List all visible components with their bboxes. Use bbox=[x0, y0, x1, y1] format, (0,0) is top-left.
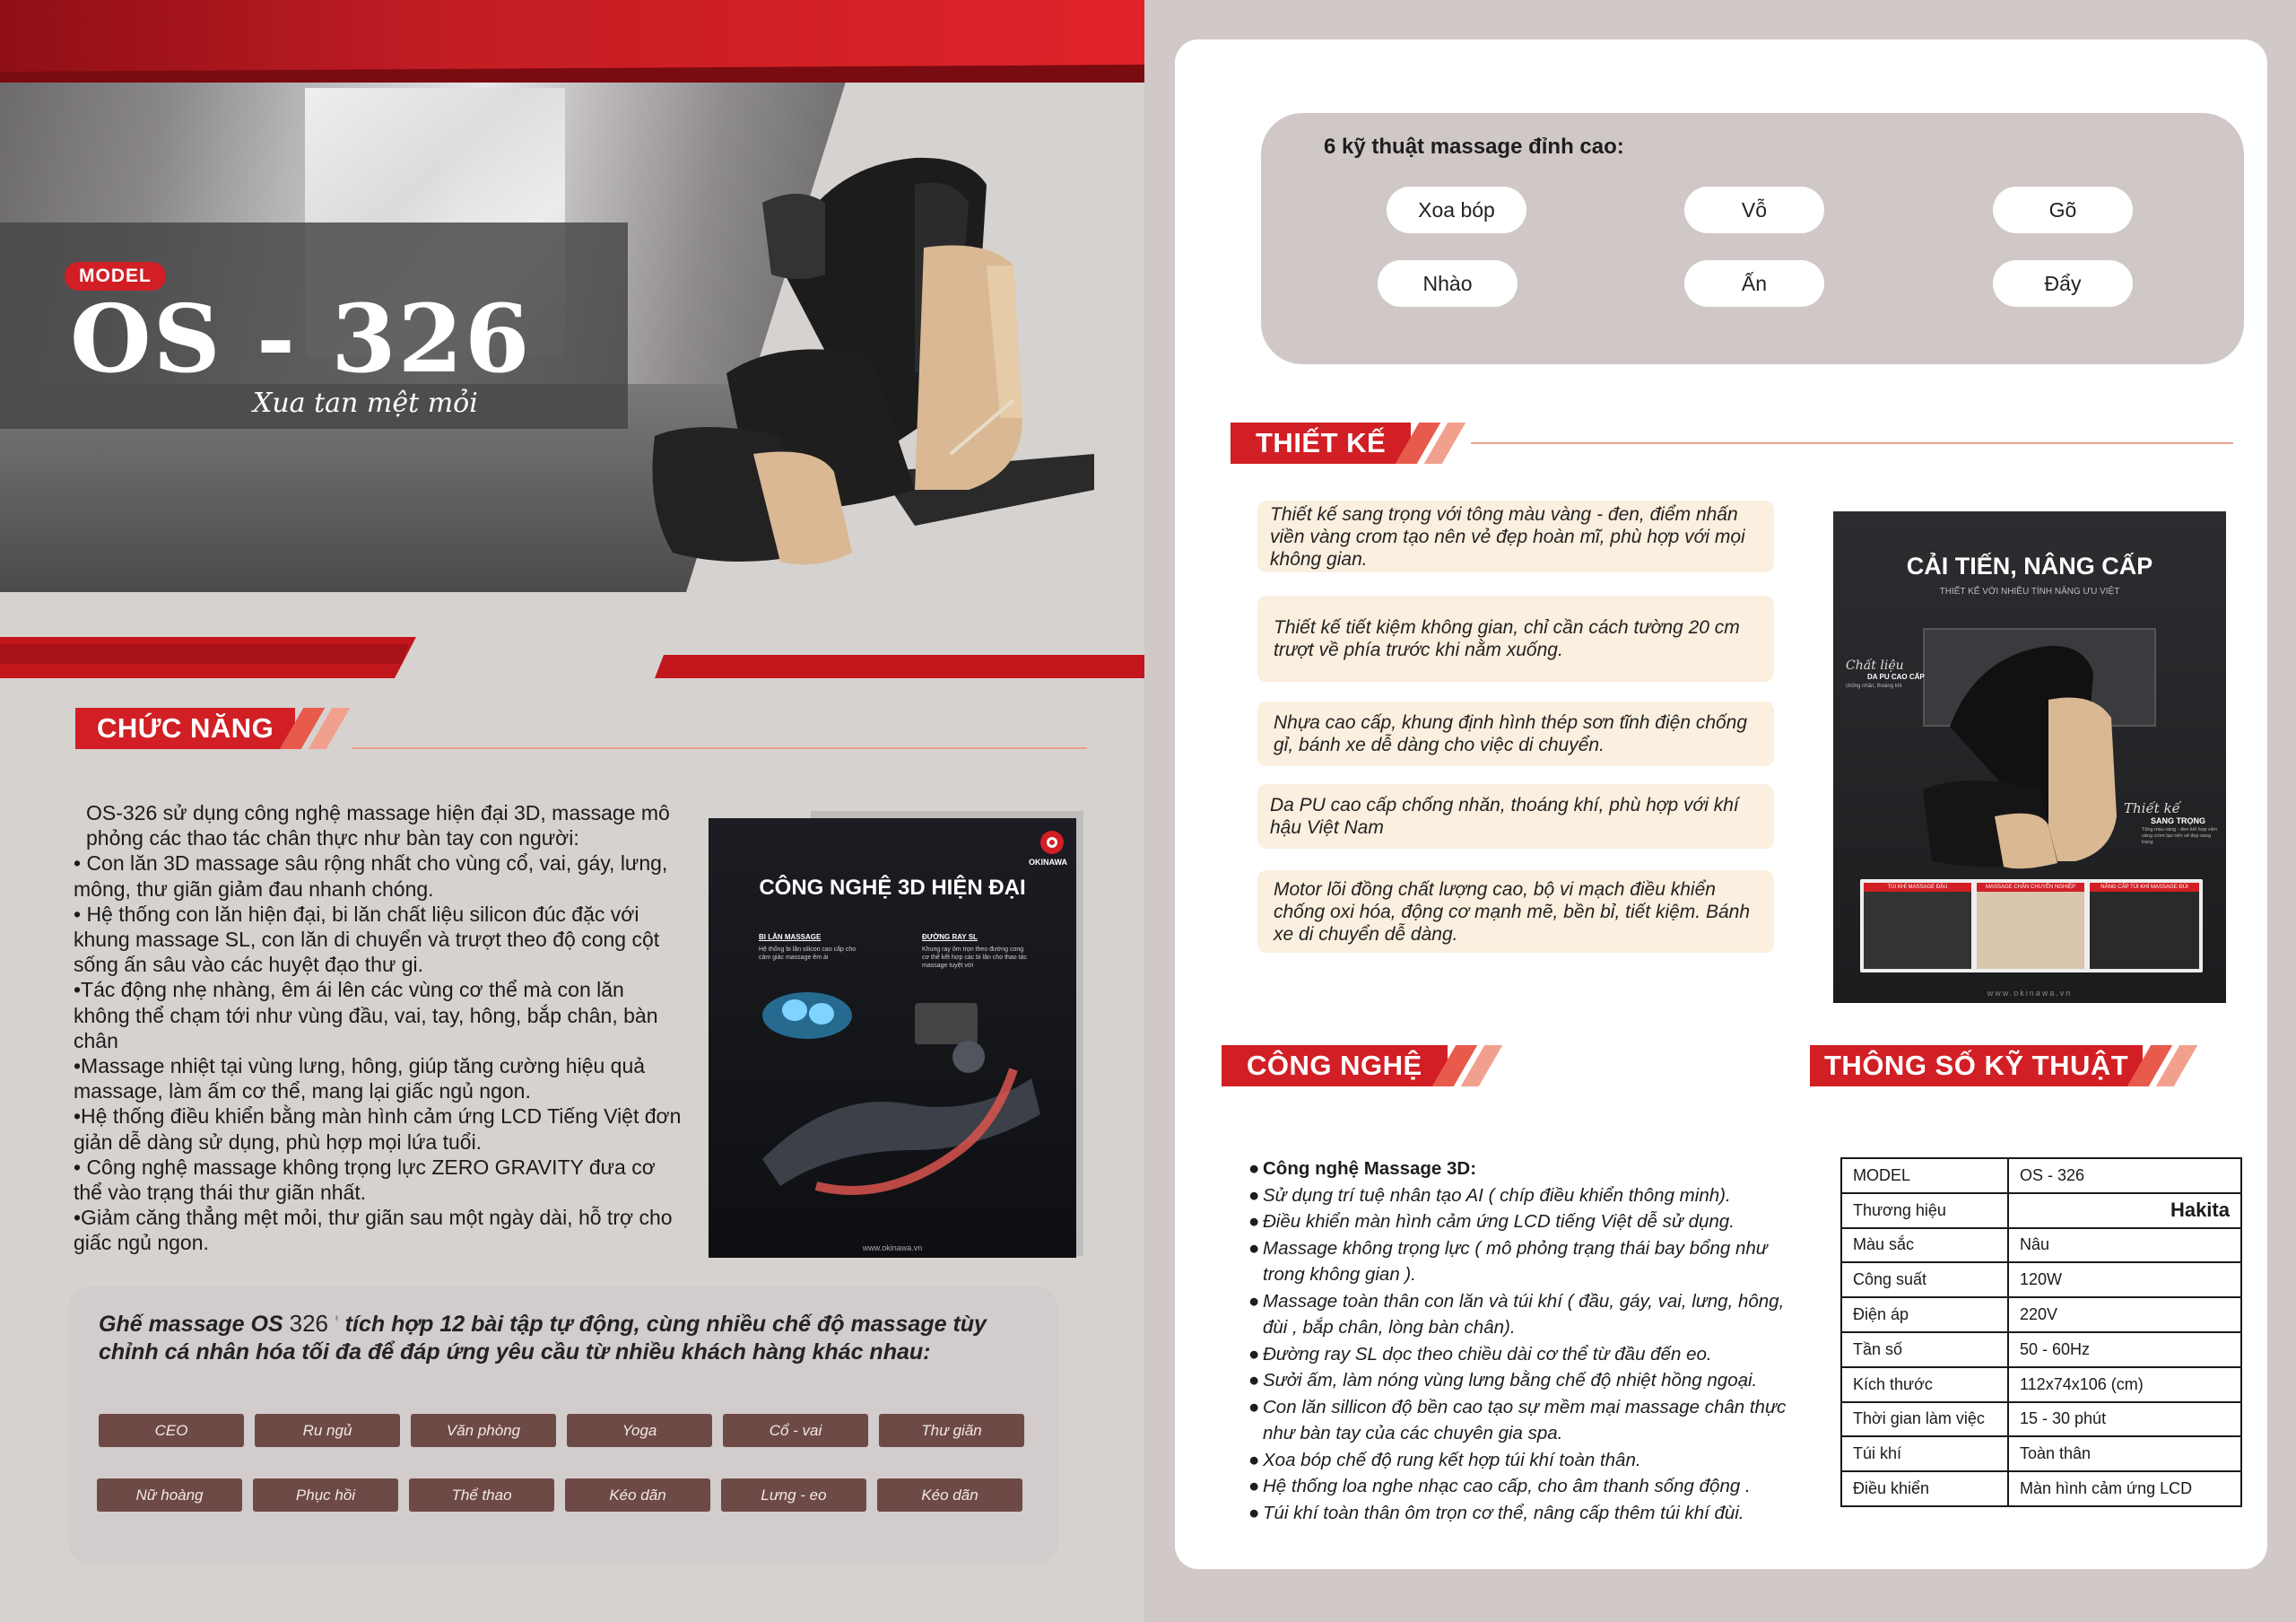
thiet-ke-heading bbox=[1231, 420, 1454, 467]
right-content-card bbox=[1175, 39, 2267, 1569]
thumb-label: TÚI KHÍ MASSAGE ĐẦU bbox=[1864, 883, 1971, 892]
spec-key: Túi khí bbox=[1841, 1436, 2008, 1471]
technique-pill: Vỗ bbox=[1684, 187, 1824, 233]
cong-nghe-item: Xoa bóp chế độ rung kết hợp túi khí toàn thân. bbox=[1263, 1449, 1641, 1470]
poster-title: CÔNG NGHỆ 3D HIỆN ĐẠI bbox=[759, 876, 1026, 900]
thong-so-heading-text: THÔNG SỐ KỸ THUẬT bbox=[1810, 1045, 2143, 1086]
spec-key: Màu sắc bbox=[1841, 1228, 2008, 1263]
spec-value: Toàn thân bbox=[2008, 1436, 2241, 1471]
poster-chair-image bbox=[1914, 637, 2138, 870]
chuc-nang-para: • Công nghệ massage không trọng lực ZERO GRAVITY đưa cơ thể vào trạng thái thư giãn nhất. bbox=[74, 1155, 656, 1205]
chuc-nang-para: •Massage nhiệt tại vùng lưng, hông, giúp tăng cường hiệu quả massage, làm ấm cơ thể, mang lại giấc ngủ ngon. bbox=[74, 1054, 646, 1103]
design-item: Da PU cao cấp chống nhăn, thoáng khí, phù hợp với khí hậu Việt Nam bbox=[1257, 784, 1774, 849]
poster-3d-body-illustration bbox=[709, 971, 1076, 1231]
technique-pill: Gõ bbox=[1993, 187, 2133, 233]
spec-value: Nâu bbox=[2008, 1228, 2241, 1263]
thiet-ke-heading-text: THIẾT KẾ bbox=[1231, 423, 1411, 464]
cong-nghe-lead: Công nghệ Massage 3D: bbox=[1263, 1158, 1477, 1179]
auto-text-part: Ghế massage OS bbox=[99, 1312, 290, 1337]
spec-row bbox=[1841, 1193, 2241, 1228]
thumb-head bbox=[1864, 883, 1971, 969]
spec-value: 15 - 30 phút bbox=[2008, 1402, 2241, 1437]
program-thu-gian[interactable]: Thư giãn bbox=[879, 1414, 1024, 1447]
poster-right-note: SANG TRỌNG bbox=[2151, 816, 2206, 825]
cong-nghe-item: Massage không trọng lực ( mô phỏng trạng thái bay bổng như trong không gian ). bbox=[1263, 1237, 1768, 1285]
divider-line bbox=[1471, 442, 2233, 444]
spec-row bbox=[1841, 1402, 2241, 1437]
spec-row bbox=[1841, 1471, 2241, 1506]
technique-pill: Ấn bbox=[1684, 260, 1824, 307]
cong-nghe-list: ● Công nghệ Massage 3D: ● Sử dụng trí tuệ nhân tạo AI ( chíp điều khiển thông minh). ● Điều khiển màn hình cảm ứng LCD tiếng Việt dễ sử dụng. ● Massage không trọng lực ( mô phỏng trạng thái bay bổng như trong không gian ). ● Massage toàn thân con lăn và túi khí ( đầu, gáy, vai, lưng, hông, đùi , bắp chân, lòng bàn chân). ● Đường ray SL dọc theo chiều dài cơ thể từ đầu đến eo. ● Sưởi ấm, làm nóng vùng lưng bằng chế độ nhiệt hồng ngoại. ● Con lăn sillicon độ bền cao tạo sự mềm mại massage chân thực như bàn tay của các chuyên gia spa. ● Xoa bóp chế độ rung kết hợp túi khí toàn thân. ● Hệ thống loa nghe nhạc cao cấp, cho âm thanh sống động . ● Túi khí toàn thân ôm trọn cơ thể, nâng cấp thêm túi khí đùi. bbox=[1248, 1155, 1805, 1526]
model-title: OS - 326 bbox=[70, 283, 532, 394]
program-keo-dan[interactable]: Kéo dãn bbox=[565, 1478, 710, 1512]
program-van-phong[interactable]: Văn phòng bbox=[411, 1414, 556, 1447]
program-ru-ngu[interactable]: Ru ngủ bbox=[255, 1414, 400, 1447]
divider-line bbox=[352, 747, 1087, 749]
poster-design-url: www.okinawa.vn bbox=[1987, 989, 2073, 998]
cong-nghe-item: Hệ thống loa nghe nhạc cao cấp, cho âm thanh sống động . bbox=[1263, 1476, 1751, 1496]
cong-nghe-item: Con lăn sillicon độ bền cao tạo sự mềm mại massage chân thực như bàn tay của các chuyên gia spa. bbox=[1263, 1396, 1787, 1443]
cong-nghe-item: Đường ray SL dọc theo chiều dài cơ thể từ đầu đến eo. bbox=[1263, 1343, 1712, 1365]
poster-col1-text: Hệ thống bi lăn silicon cao cấp cho cảm giác massage êm ái bbox=[759, 946, 857, 961]
spec-key: Tần số bbox=[1841, 1332, 2008, 1367]
auto-text-part: tích hợp 12 bài tập tự động, cùng nhiều chế độ massage tùy chỉnh cá nhân hóa tối đa để đáp ứng yêu cầu từ nhiều khách hàng khác nhau: bbox=[99, 1312, 987, 1365]
poster-3d-technology bbox=[709, 818, 1076, 1258]
model-badge: MODEL bbox=[65, 262, 166, 291]
thong-so-heading bbox=[1810, 1042, 2186, 1089]
program-keo-dan-2[interactable]: Kéo dãn bbox=[877, 1478, 1022, 1512]
top-red-bar-shade bbox=[0, 0, 1144, 83]
program-lung-eo[interactable]: Lưng - eo bbox=[721, 1478, 866, 1512]
cong-nghe-item: Sử dụng trí tuệ nhân tạo AI ( chíp điều khiển thông minh). bbox=[1263, 1184, 1731, 1206]
chuc-nang-para: •Tác động nhẹ nhàng, êm ái lên các vùng cơ thể mà con lăn không thể chạm tới như vùng đầu, vai, tay, hông, bắp chân, bàn chân bbox=[74, 978, 658, 1052]
thumb-foot bbox=[1977, 883, 2084, 969]
chuc-nang-para: • Con lăn 3D massage sâu rộng nhất cho vùng cổ, vai, gáy, lưng, mông, thư giãn giảm đau nhanh chóng. bbox=[74, 851, 668, 901]
spec-value: 112x74x106 (cm) bbox=[2008, 1367, 2241, 1402]
design-item: Thiết kế tiết kiệm không gian, chỉ cần cách tường 20 cm trượt về phía trước khi nằm xuống. bbox=[1257, 596, 1774, 682]
spec-value: Hakita bbox=[2008, 1193, 2241, 1228]
auto-text-number: 326 bbox=[289, 1310, 328, 1337]
spec-key: Kích thước bbox=[1841, 1367, 2008, 1402]
poster-col2-text: Khung ray ôm trọn theo đường cong cơ thể kết hợp các bi lăn cho thao tác massage tuyệt vời bbox=[922, 946, 1027, 969]
technique-pill: Nhào bbox=[1378, 260, 1518, 307]
right-page bbox=[1144, 0, 2296, 1622]
poster-thumbnails bbox=[1860, 879, 2203, 972]
technique-pill: Xoa bóp bbox=[1387, 187, 1526, 233]
chuc-nang-heading-text: CHỨC NĂNG bbox=[75, 708, 295, 749]
poster-right-note-small: Tông màu vàng - đen kết hợp viền vàng crom tạo nên vẻ đẹp sang trọng bbox=[2142, 827, 2218, 845]
program-ceo[interactable]: CEO bbox=[99, 1414, 244, 1447]
spec-row bbox=[1841, 1297, 2241, 1332]
spec-value: 120W bbox=[2008, 1262, 2241, 1297]
spec-key: Công suất bbox=[1841, 1262, 2008, 1297]
poster-left-note-script: Chất liệu bbox=[1846, 658, 1904, 673]
okinawa-logo-icon bbox=[1040, 831, 1064, 854]
poster-right-note-script: Thiết kế bbox=[2124, 800, 2180, 816]
poster-design-title: CẢI TIẾN, NÂNG CẤP bbox=[1906, 553, 2153, 580]
spec-value: 50 - 60Hz bbox=[2008, 1332, 2241, 1367]
poster-left-note: DA PU CAO CẤP bbox=[1867, 673, 1925, 681]
design-item: Nhựa cao cấp, khung định hình thép sơn tĩnh điện chống gỉ, bánh xe dễ dàng cho việc di chuyển. bbox=[1257, 702, 1774, 766]
chuc-nang-para: OS-326 sử dụng công nghệ massage hiện đại 3D, massage mô phỏng các thao tác chân thực như bàn tay con người: bbox=[86, 801, 670, 850]
chuc-nang-para: • Hệ thống con lăn hiện đại, bi lăn chất liệu silicon đúc đặc với khung massage SL, con lăn di chuyển và trượt theo độ cong cột sống ấn sâu vào các huyệt đạo thư gi. bbox=[74, 902, 660, 977]
chuc-nang-para: •Hệ thống điều khiển bằng màn hình cảm ứng LCD Tiếng Việt đơn giản dễ dàng sử dụng, phù hợp mọi lứa tuổi. bbox=[74, 1104, 682, 1154]
poster-design-upgrade bbox=[1833, 511, 2226, 1003]
techniques-box bbox=[1261, 113, 2244, 364]
design-item: Motor lõi đồng chất lượng cao, bộ vi mạch điều khiển chống oxi hóa, động cơ mạnh mẽ, bền bỉ, tiết kiệm. Bánh xe di chuyển dễ dàng. bbox=[1257, 870, 1774, 953]
design-item: Thiết kế sang trọng với tông màu vàng - đen, điểm nhấn viền vàng crom tạo nên vẻ đẹp hoàn mĩ, phù hợp với mọi không gian. bbox=[1257, 501, 1774, 572]
program-co-vai[interactable]: Cổ - vai bbox=[723, 1414, 868, 1447]
cong-nghe-item: Túi khí toàn thân ôm trọn cơ thể, nâng cấp thêm túi khí đùi. bbox=[1263, 1502, 1744, 1523]
poster-brand: OKINAWA bbox=[1028, 858, 1067, 867]
spec-row bbox=[1841, 1436, 2241, 1471]
spec-key: Thương hiệu bbox=[1841, 1193, 2008, 1228]
spec-key: Điều khiển bbox=[1841, 1471, 2008, 1506]
cong-nghe-item: Massage toàn thân con lăn và túi khí ( đầu, gáy, vai, lưng, hông, đùi , bắp chân, lòng bàn chân). bbox=[1263, 1290, 1785, 1338]
poster-col1-title: BI LĂN MASSAGE bbox=[759, 933, 822, 941]
cong-nghe-heading bbox=[1222, 1042, 1491, 1089]
poster-design-subtitle: THIẾT KẾ VỚI NHIỀU TÍNH NĂNG ƯU VIỆT bbox=[1939, 587, 2120, 597]
spec-key: Thời gian làm việc bbox=[1841, 1402, 2008, 1437]
model-slogan: Xua tan mệt mỏi bbox=[253, 388, 478, 419]
program-yoga[interactable]: Yoga bbox=[567, 1414, 712, 1447]
cong-nghe-item: Điều khiển màn hình cảm ứng LCD tiếng Việt dễ sử dụng. bbox=[1263, 1211, 1735, 1232]
cong-nghe-heading-text: CÔNG NGHỆ bbox=[1222, 1045, 1448, 1086]
thumb-label: NÂNG CẤP TÚI KHÍ MASSAGE ĐÙI bbox=[2090, 883, 2199, 892]
chuc-nang-para: •Giảm căng thẳng mệt mỏi, thư giãn sau một ngày dài, hỗ trợ cho giấc ngủ ngon. bbox=[74, 1206, 673, 1255]
poster-col2-title: ĐƯỜNG RAY SL bbox=[922, 933, 978, 941]
left-page bbox=[0, 0, 1144, 1622]
technique-pill: Đẩy bbox=[1993, 260, 2133, 307]
spec-value: Màn hình cảm ứng LCD bbox=[2008, 1471, 2241, 1506]
spec-row bbox=[1841, 1158, 2241, 1193]
massage-chair-image bbox=[646, 149, 1094, 571]
spec-value: 220V bbox=[2008, 1297, 2241, 1332]
spec-value: OS - 326 bbox=[2008, 1158, 2241, 1193]
auto-programs-text: Ghế massage OS 326 ' tích hợp 12 bài tập tự động, cùng nhiều chế độ massage tùy chỉnh cá nhân hóa tối đa để đáp ứng yêu cầu từ nhiều khách hàng khác nhau: bbox=[99, 1310, 987, 1365]
program-phuc-hoi[interactable]: Phục hồi bbox=[253, 1478, 398, 1512]
auto-programs-box bbox=[68, 1286, 1058, 1565]
spec-row bbox=[1841, 1262, 2241, 1297]
techniques-title: 6 kỹ thuật massage đỉnh cao: bbox=[1324, 135, 1624, 159]
poster-left-note-small: chống nhăn, thoáng khí bbox=[1846, 684, 1902, 689]
chuc-nang-text bbox=[74, 800, 683, 1256]
thumb-thigh bbox=[2090, 883, 2199, 969]
program-nu-hoang[interactable]: Nữ hoàng bbox=[97, 1478, 242, 1512]
spec-row bbox=[1841, 1332, 2241, 1367]
spec-key: Điện áp bbox=[1841, 1297, 2008, 1332]
poster-url: www.okinawa.vn bbox=[862, 1243, 923, 1252]
spec-table bbox=[1840, 1157, 2242, 1507]
spec-row bbox=[1841, 1228, 2241, 1263]
program-the-thao[interactable]: Thể thao bbox=[409, 1478, 554, 1512]
cong-nghe-item: Sưởi ấm, làm nóng vùng lưng bằng chế độ nhiệt hồng ngoại. bbox=[1263, 1370, 1758, 1391]
chuc-nang-heading bbox=[75, 705, 338, 752]
spec-key: MODEL bbox=[1841, 1158, 2008, 1193]
thumb-label: MASSAGE CHÂN CHUYÊN NGHIỆP bbox=[1977, 883, 2084, 892]
spec-row bbox=[1841, 1367, 2241, 1402]
